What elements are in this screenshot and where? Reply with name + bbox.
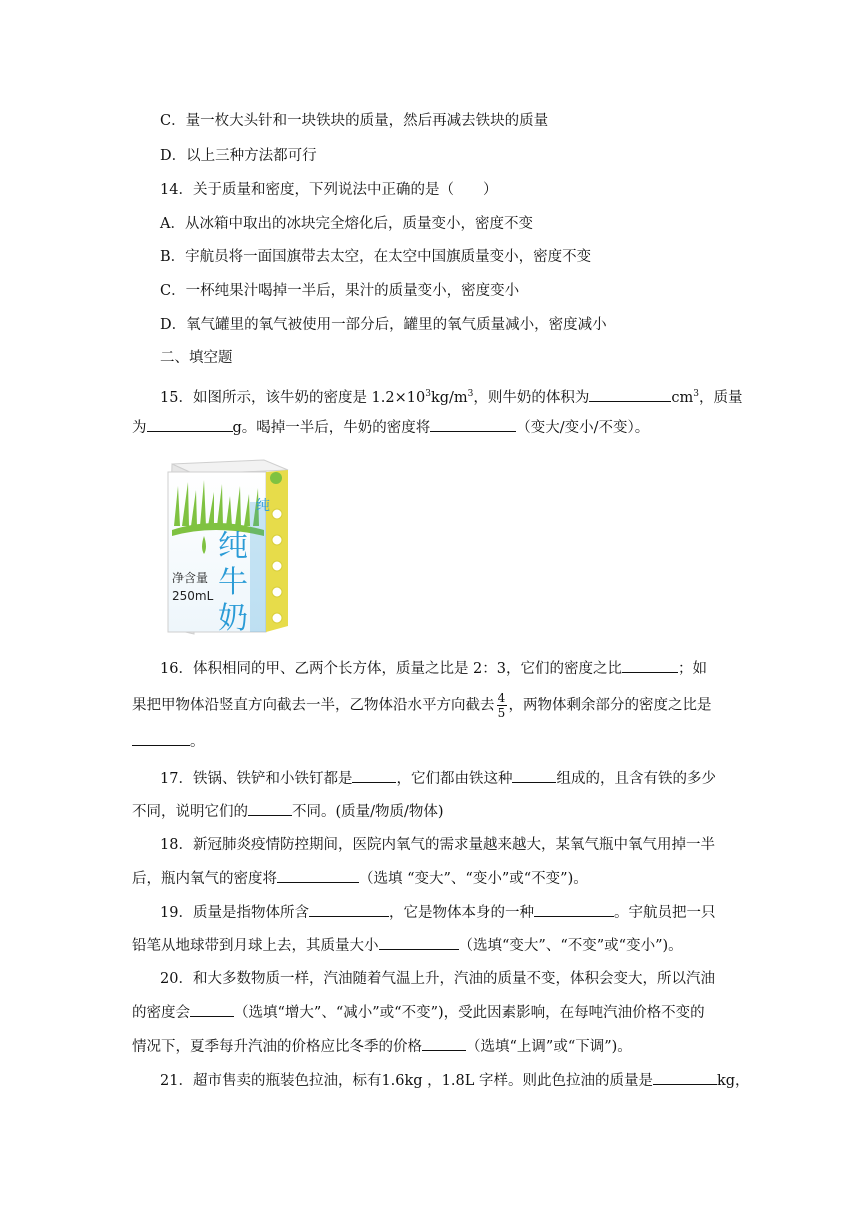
milk-net-label: 净含量 <box>172 571 209 585</box>
q14-option-b: B．宇航员将一面国旗带去太空，在太空中国旗质量变小，密度不变 <box>160 249 592 265</box>
milk-brand-char: 牛 <box>218 565 248 600</box>
milk-volume: 250mL <box>172 589 214 603</box>
q15-text: ，则牛奶的体积为 <box>473 389 590 406</box>
answer-blank[interactable] <box>248 801 292 816</box>
q19-text: ，它是物体本身的一种 <box>388 905 534 921</box>
q18-text: 后，瓶内氧气的密度将 <box>132 871 277 887</box>
q20-text: （选填“增大”、“减小”或“不变”)，受此因素影响，在每吨汽油价格不变的 <box>234 1005 705 1021</box>
fraction <box>497 692 507 719</box>
q18-text: （选填 “变大”、“变小”或“不变”)。 <box>359 871 588 887</box>
answer-blank[interactable] <box>309 902 389 917</box>
q15-exponent: 3 <box>467 389 474 399</box>
q17-text: ，它们都由铁这种 <box>396 771 513 787</box>
fraction-denominator: 5 <box>497 706 506 720</box>
milk-brand-char: 纯 <box>218 529 248 564</box>
q20-line1: 20．和大多数物质一样，汽油随着气温上升，汽油的质量不变，体积会变大，所以汽油 <box>160 971 715 987</box>
q15-text: 15．如图所示，该牛奶的密度是 1.2×10 <box>160 389 426 406</box>
q15-line2 <box>132 417 649 438</box>
q14-option-d: D．氧气罐里的氧气被使用一部分后，罐里的氧气质量减小，密度减小 <box>160 317 607 333</box>
section-heading: 二、填空题 <box>160 350 233 366</box>
q17-text: 不同，说明它们的 <box>132 804 248 820</box>
answer-blank[interactable] <box>653 1070 717 1085</box>
q19-line2 <box>132 935 683 956</box>
q20-line3 <box>132 1036 632 1057</box>
answer-blank[interactable] <box>190 1002 234 1017</box>
q16-text: 16．体积相同的甲、乙两个长方体，质量之比是 2：3，它们的密度之比 <box>160 661 623 677</box>
q15-exponent: 3 <box>693 389 699 399</box>
q18-line1: 18．新冠肺炎疫情防控期间，医院内氧气的需求量越来越大，某氧气瓶中氧气用掉一半 <box>160 837 715 853</box>
q16-text: 。 <box>190 734 205 750</box>
q14-option-c: C．一杯纯果汁喝掉一半后，果汁的质量变小，密度变小 <box>160 283 520 299</box>
q13-option-c: C．量一枚大头针和一块铁块的质量，然后再减去铁块的质量 <box>160 113 549 129</box>
milk-carton-image <box>164 456 292 636</box>
q17-text: 组成的，且含有铁的多少 <box>556 771 716 787</box>
q17-text: 17．铁锅、铁铲和小铁钉都是 <box>160 771 353 787</box>
q15-text: kg/m <box>430 389 468 406</box>
answer-blank[interactable] <box>277 868 359 883</box>
q14-option-a: A．从冰箱中取出的冰块完全熔化后，质量变小，密度不变 <box>160 216 533 232</box>
milk-brand-small: 纯 <box>256 498 270 514</box>
q15-text: cm <box>671 389 694 406</box>
q16-line3 <box>132 731 205 752</box>
q15-text: ，质量 <box>699 389 743 406</box>
q19-text: 铅笔从地球带到月球上去，其质量大小 <box>132 938 379 954</box>
q16-text: 果把甲物体沿竖直方向截去一半，乙物体沿水平方向截去 <box>132 697 495 714</box>
q15-text: 为 <box>132 420 147 436</box>
q17-line1 <box>160 768 716 789</box>
answer-blank[interactable] <box>147 417 233 432</box>
answer-blank[interactable] <box>132 731 190 746</box>
answer-blank[interactable] <box>589 387 671 402</box>
fraction-numerator: 4 <box>497 691 506 705</box>
answer-blank[interactable] <box>422 1036 466 1051</box>
q21-text: kg， <box>716 1073 750 1089</box>
q17-text: 不同。(质量/物质/物体) <box>292 804 444 820</box>
q15-line1 <box>160 384 743 408</box>
q21-line1 <box>160 1070 750 1091</box>
q19-line1 <box>160 902 715 923</box>
answer-blank[interactable] <box>430 417 516 432</box>
q16-line2 <box>132 692 712 719</box>
q16-text: ；如 <box>678 661 708 677</box>
q19-text: 19．质量是指物体所含 <box>160 905 309 921</box>
q20-text: （选填“上调”或“下调”)。 <box>466 1039 632 1055</box>
q14-stem: 14．关于质量和密度，下列说法中正确的是（ ） <box>160 182 498 198</box>
q17-line2 <box>132 801 444 822</box>
answer-blank[interactable] <box>379 935 459 950</box>
milk-brand-char: 奶 <box>218 601 248 636</box>
q15-text: g。喝掉一半后，牛奶的密度将 <box>232 420 431 436</box>
answer-blank[interactable] <box>512 768 556 783</box>
q20-text: 情况下，夏季每升汽油的价格应比冬季的价格 <box>132 1039 422 1055</box>
q20-line2 <box>132 1002 705 1023</box>
q21-text: 21．超市售卖的瓶装色拉油，标有1.6kg ，1.8L 字样。则此色拉油的质量是 <box>160 1073 653 1089</box>
q16-line1 <box>160 658 707 679</box>
q18-line2 <box>132 868 588 889</box>
q15-exponent: 3 <box>425 389 431 399</box>
q19-text: 。宇航员把一只 <box>613 905 716 921</box>
q13-option-d: D．以上三种方法都可行 <box>160 148 317 164</box>
q16-text: ，两物体剩余部分的密度之比是 <box>508 697 712 714</box>
answer-blank[interactable] <box>352 768 396 783</box>
q15-text: （变大/变小/不变）。 <box>516 420 650 436</box>
answer-blank[interactable] <box>622 658 678 673</box>
answer-blank[interactable] <box>534 902 614 917</box>
q20-text: 的密度会 <box>132 1005 190 1021</box>
q19-text: （选填“变大”、“不变”或“变小”)。 <box>458 938 683 954</box>
